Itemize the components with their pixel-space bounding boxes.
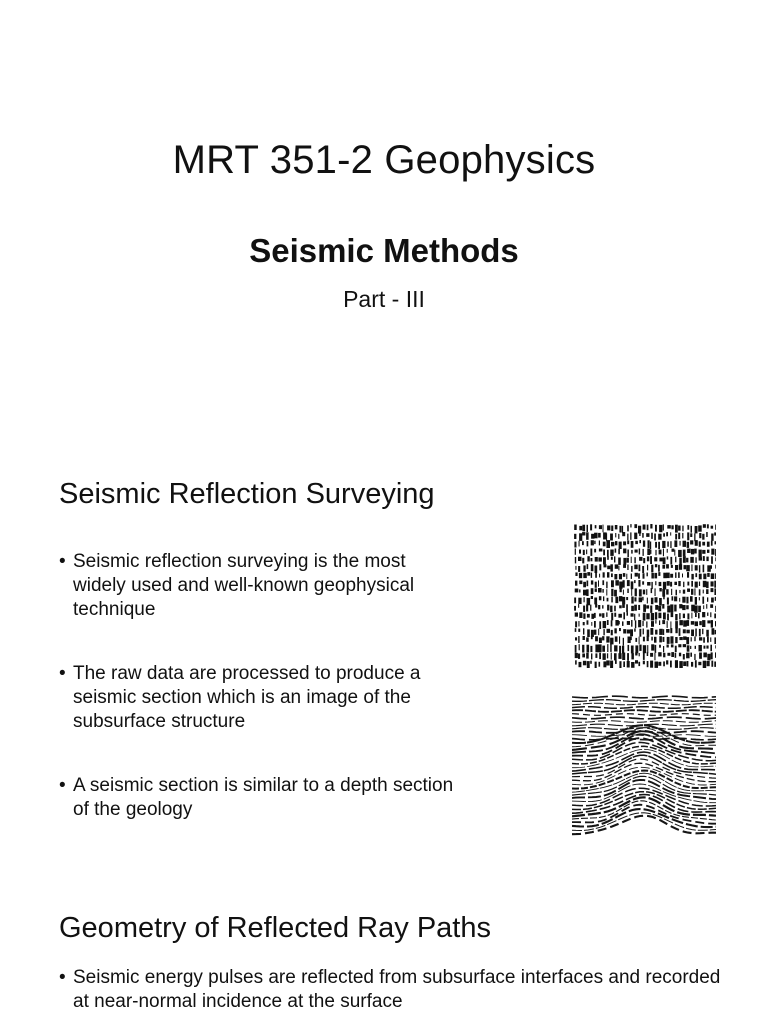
bullet-text: The raw data are processed to produce a seismic section which is an image of the subsurface structure [73,663,421,732]
slide-heading: Seismic Reflection Surveying [59,478,435,510]
bullet-marker: • [59,967,66,988]
seismic-section-image [572,694,716,838]
part-label: Part - III [343,286,425,312]
bullet-list [59,550,459,862]
bullet-text: Seismic reflection surveying is the most widely used and well-known geophysical technique [73,551,415,620]
topic-title: Seismic Methods [249,232,519,269]
bullet-list [59,966,739,1014]
course-title: MRT 351-2 Geophysics [172,138,596,182]
title-slide [0,0,768,430]
reflection-surveying-slide [0,440,768,860]
bullet-text: Seismic energy pulses are reflected from subsurface interfaces and recorded at near-normal incidence at the surface [73,967,721,1012]
slide-heading: Geometry of Reflected Ray Paths [59,912,491,944]
seismic-wiggle-trace-image [572,522,716,668]
ray-paths-slide [0,870,768,1024]
bullet-text: A seismic section is similar to a depth section of the geology [73,775,454,820]
bullet-marker: • [59,663,66,684]
bullet-item [59,550,459,622]
bullet-marker: • [59,775,66,796]
bullet-item [59,774,459,822]
bullet-marker: • [59,551,66,572]
bullet-item [59,662,459,734]
bullet-item [59,966,739,1014]
